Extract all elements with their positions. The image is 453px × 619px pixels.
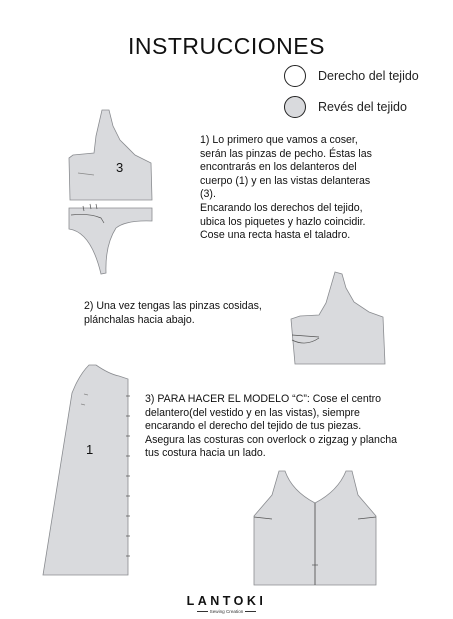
- step-1-line: ubica los piquetes y hazlo coincidir.: [200, 215, 366, 228]
- facing-piece-number: 3: [116, 160, 124, 175]
- step-2-text: [84, 300, 262, 327]
- step-1-line: cuerpo (1) y en las vistas delanteras: [200, 174, 371, 187]
- page-title: INSTRUCCIONES: [128, 33, 325, 59]
- legend-label-right-side: Derecho del tejido: [318, 69, 419, 83]
- front-dress-piece-illustration: [35, 360, 145, 585]
- brand-tagline: [0, 609, 453, 614]
- brand-logo: [0, 594, 453, 614]
- legend-swatch-wrong-side: [284, 96, 306, 118]
- pressed-dart-illustration: [270, 265, 400, 375]
- front-piece-number: 1: [86, 442, 94, 457]
- step-1-line: Encarando los derechos del tejido,: [200, 201, 363, 214]
- legend-wrong-side: [284, 96, 407, 118]
- legend-right-side: [284, 65, 419, 87]
- step-1-line: (3).: [200, 188, 216, 201]
- step-1-line: 1) Lo primero que vamos a coser,: [200, 134, 358, 146]
- step-1-text: [200, 134, 372, 243]
- brand-name: LANTOKI: [186, 594, 267, 608]
- brand-tagline-text: Sewing Creation: [209, 609, 244, 614]
- step-1-line: serán las pinzas de pecho. Éstas las: [200, 147, 372, 160]
- step-2-line: plánchalas hacia abajo.: [84, 313, 195, 326]
- step-3-line: tus costura hacia un lado.: [145, 447, 266, 460]
- facing-piece-lower: [69, 208, 152, 274]
- step-1-line: Cose una recta hasta el taladro.: [200, 229, 351, 242]
- step-3-line: encarando el derecho del tejido de tus piezas.: [145, 420, 362, 433]
- facing-piece-upper: [69, 110, 152, 200]
- legend-swatch-right-side: [284, 65, 306, 87]
- step-3-line: Asegura las costuras con overlock o zigzag y plancha: [145, 433, 398, 446]
- step-2-line: 2) Una vez tengas las pinzas cosidas,: [84, 300, 262, 312]
- legend-label-wrong-side: Revés del tejido: [318, 100, 407, 114]
- step-3-line: delantero(del vestido y en las vistas), siempre: [145, 406, 360, 419]
- step-3-line: 3) PARA HACER EL MODELO “C”: Cose el centro: [145, 393, 382, 405]
- step-3-text: [145, 393, 397, 461]
- facing-piece-illustration: [60, 100, 160, 280]
- joined-center-front-illustration: [240, 465, 390, 590]
- step-1-line: encontrarás en los delanteros del: [200, 161, 357, 174]
